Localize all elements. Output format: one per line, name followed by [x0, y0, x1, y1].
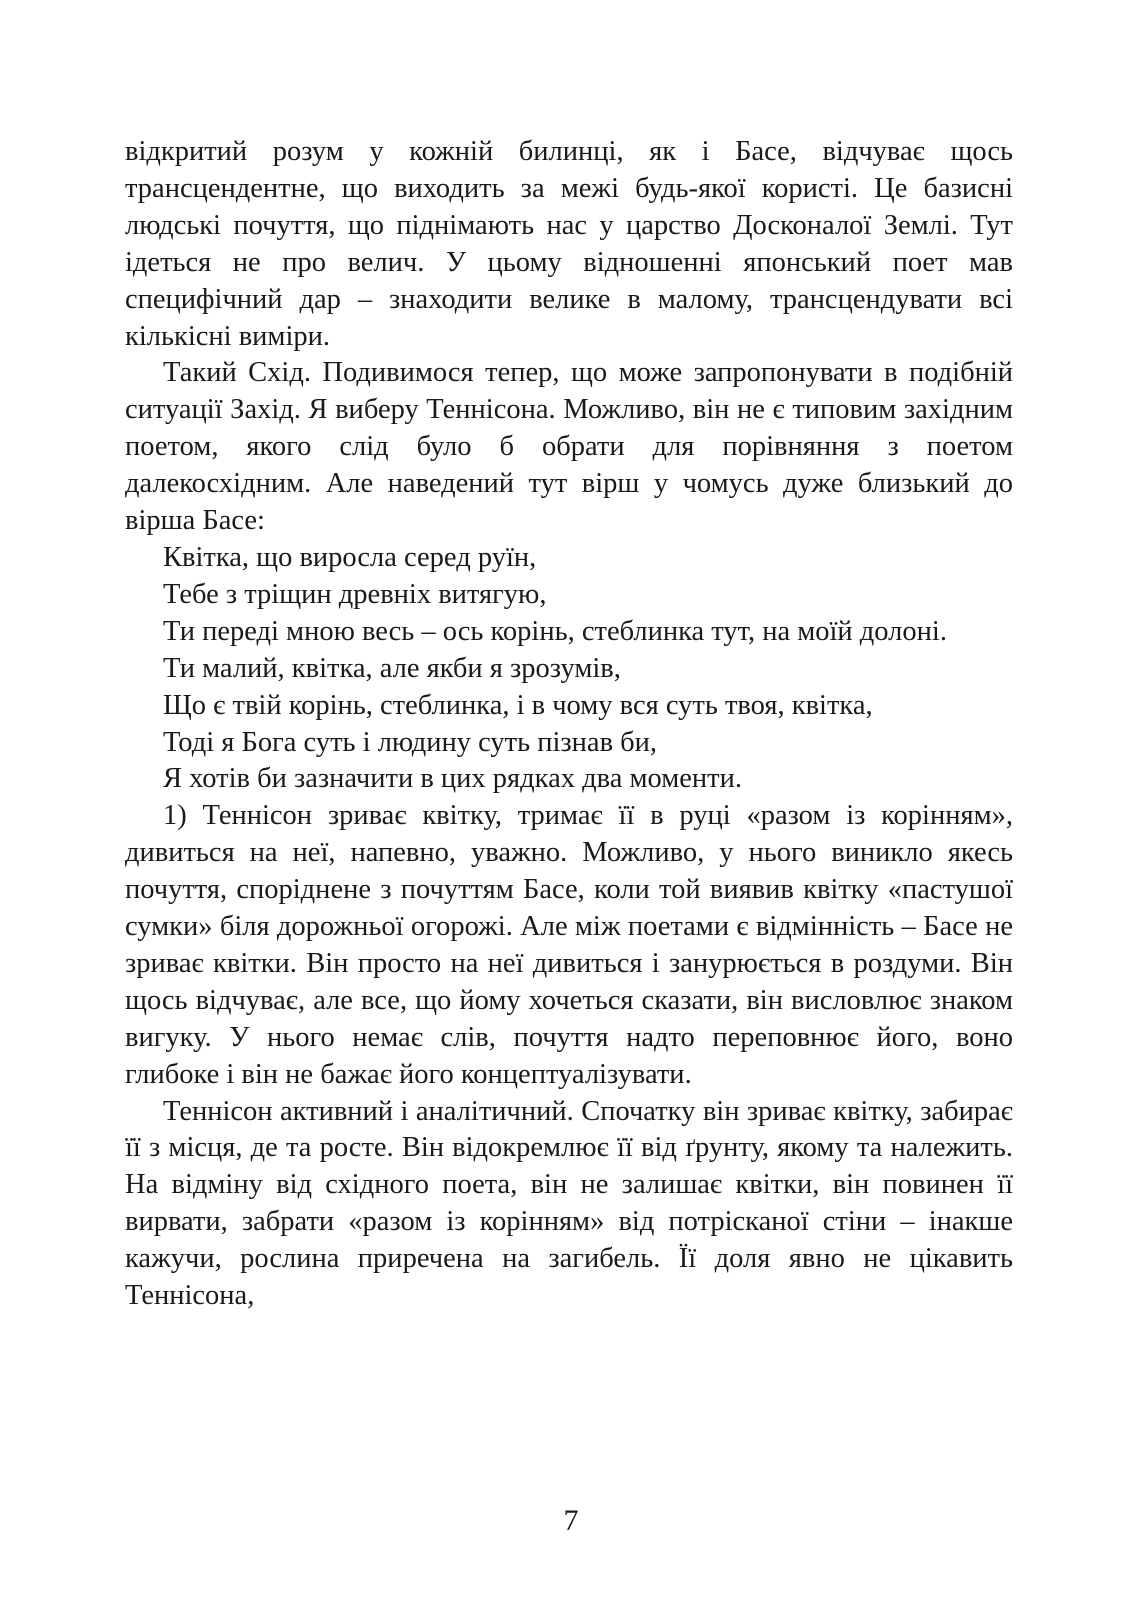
- page-number: 7: [563, 1504, 579, 1537]
- verse-line-3: Ти переді мною весь – ось корінь, стеблинка тут, на моїй долоні.: [163, 615, 947, 647]
- paragraph-tennyson-analytic: Теннісон активний і аналітичний. Спочатку він зриває квітку, забирає її з місця, де та росте. Він відокремлює її від ґрунту, якому та належить. На відміну від східного поета, він не залишає квітки, він повинен її вирвати, забрати «разом із корінням» від потрісканої стіни – інакше кажучи, рослина приречена на загибель. Її доля явно не цікавить Теннісона,: [125, 1095, 1013, 1312]
- paragraph-two-points: Я хотів би зазначити в цих рядках два моменти.: [163, 763, 742, 795]
- paragraph-continued: відкритий розум у кожній билинці, як і Басе, відчуває щось трансцендентне, що виходить за межі будь-якої користі. Це базисні людські почуття, що піднімають нас у царство Досконалої Землі. Тут ідеться не про велич. У цьому відношенні японський поет мав специфічний дар – знаходити велике в малому, трансцендувати всі кількісні виміри.: [125, 136, 1013, 352]
- verse-line-5: Що є твій корінь, стеблинка, і в чому вся суть твоя, квітка,: [163, 689, 873, 721]
- body-text: [125, 134, 1013, 1315]
- verse-line-2: Тебе з тріщин древніх витягую,: [163, 578, 547, 610]
- verse-line-4: Ти малий, квітка, але якби я зрозумів,: [163, 652, 621, 684]
- paragraph-east-west: Такий Схід. Подивимося тепер, що може запропонувати в подібній ситуації Захід. Я виберу Теннісона. Можливо, він не є типовим західним поетом, якого слід було б обрати для порівняння з поетом далекосхідним. Але наведений тут вірш у чомусь дуже близький до вірша Басе:: [125, 357, 1013, 537]
- verse-line-6: Тоді я Бога суть і людину суть пізнав би,: [163, 726, 658, 758]
- paragraph-point-one: 1) Теннісон зриває квітку, тримає її в руці «разом із корінням», дивиться на неї, напевно, уважно. Можливо, у нього виникло якесь почуття, споріднене з почуттям Басе, коли той виявив квітку «пастушої сумки» біля дорожньої огорожі. Але між поетами є відмінність – Басе не зриває квітки. Він просто на неї дивиться і занурюється в роздуми. Він щось відчуває, але все, що йому хочеться сказати, він висловлює знаком вигуку. У нього немає слів, почуття надто переповнює його, воно глибоке і він не бажає його концептуалізувати.: [125, 800, 1013, 1090]
- verse-line-1: Квітка, що виросла серед руїн,: [163, 541, 537, 573]
